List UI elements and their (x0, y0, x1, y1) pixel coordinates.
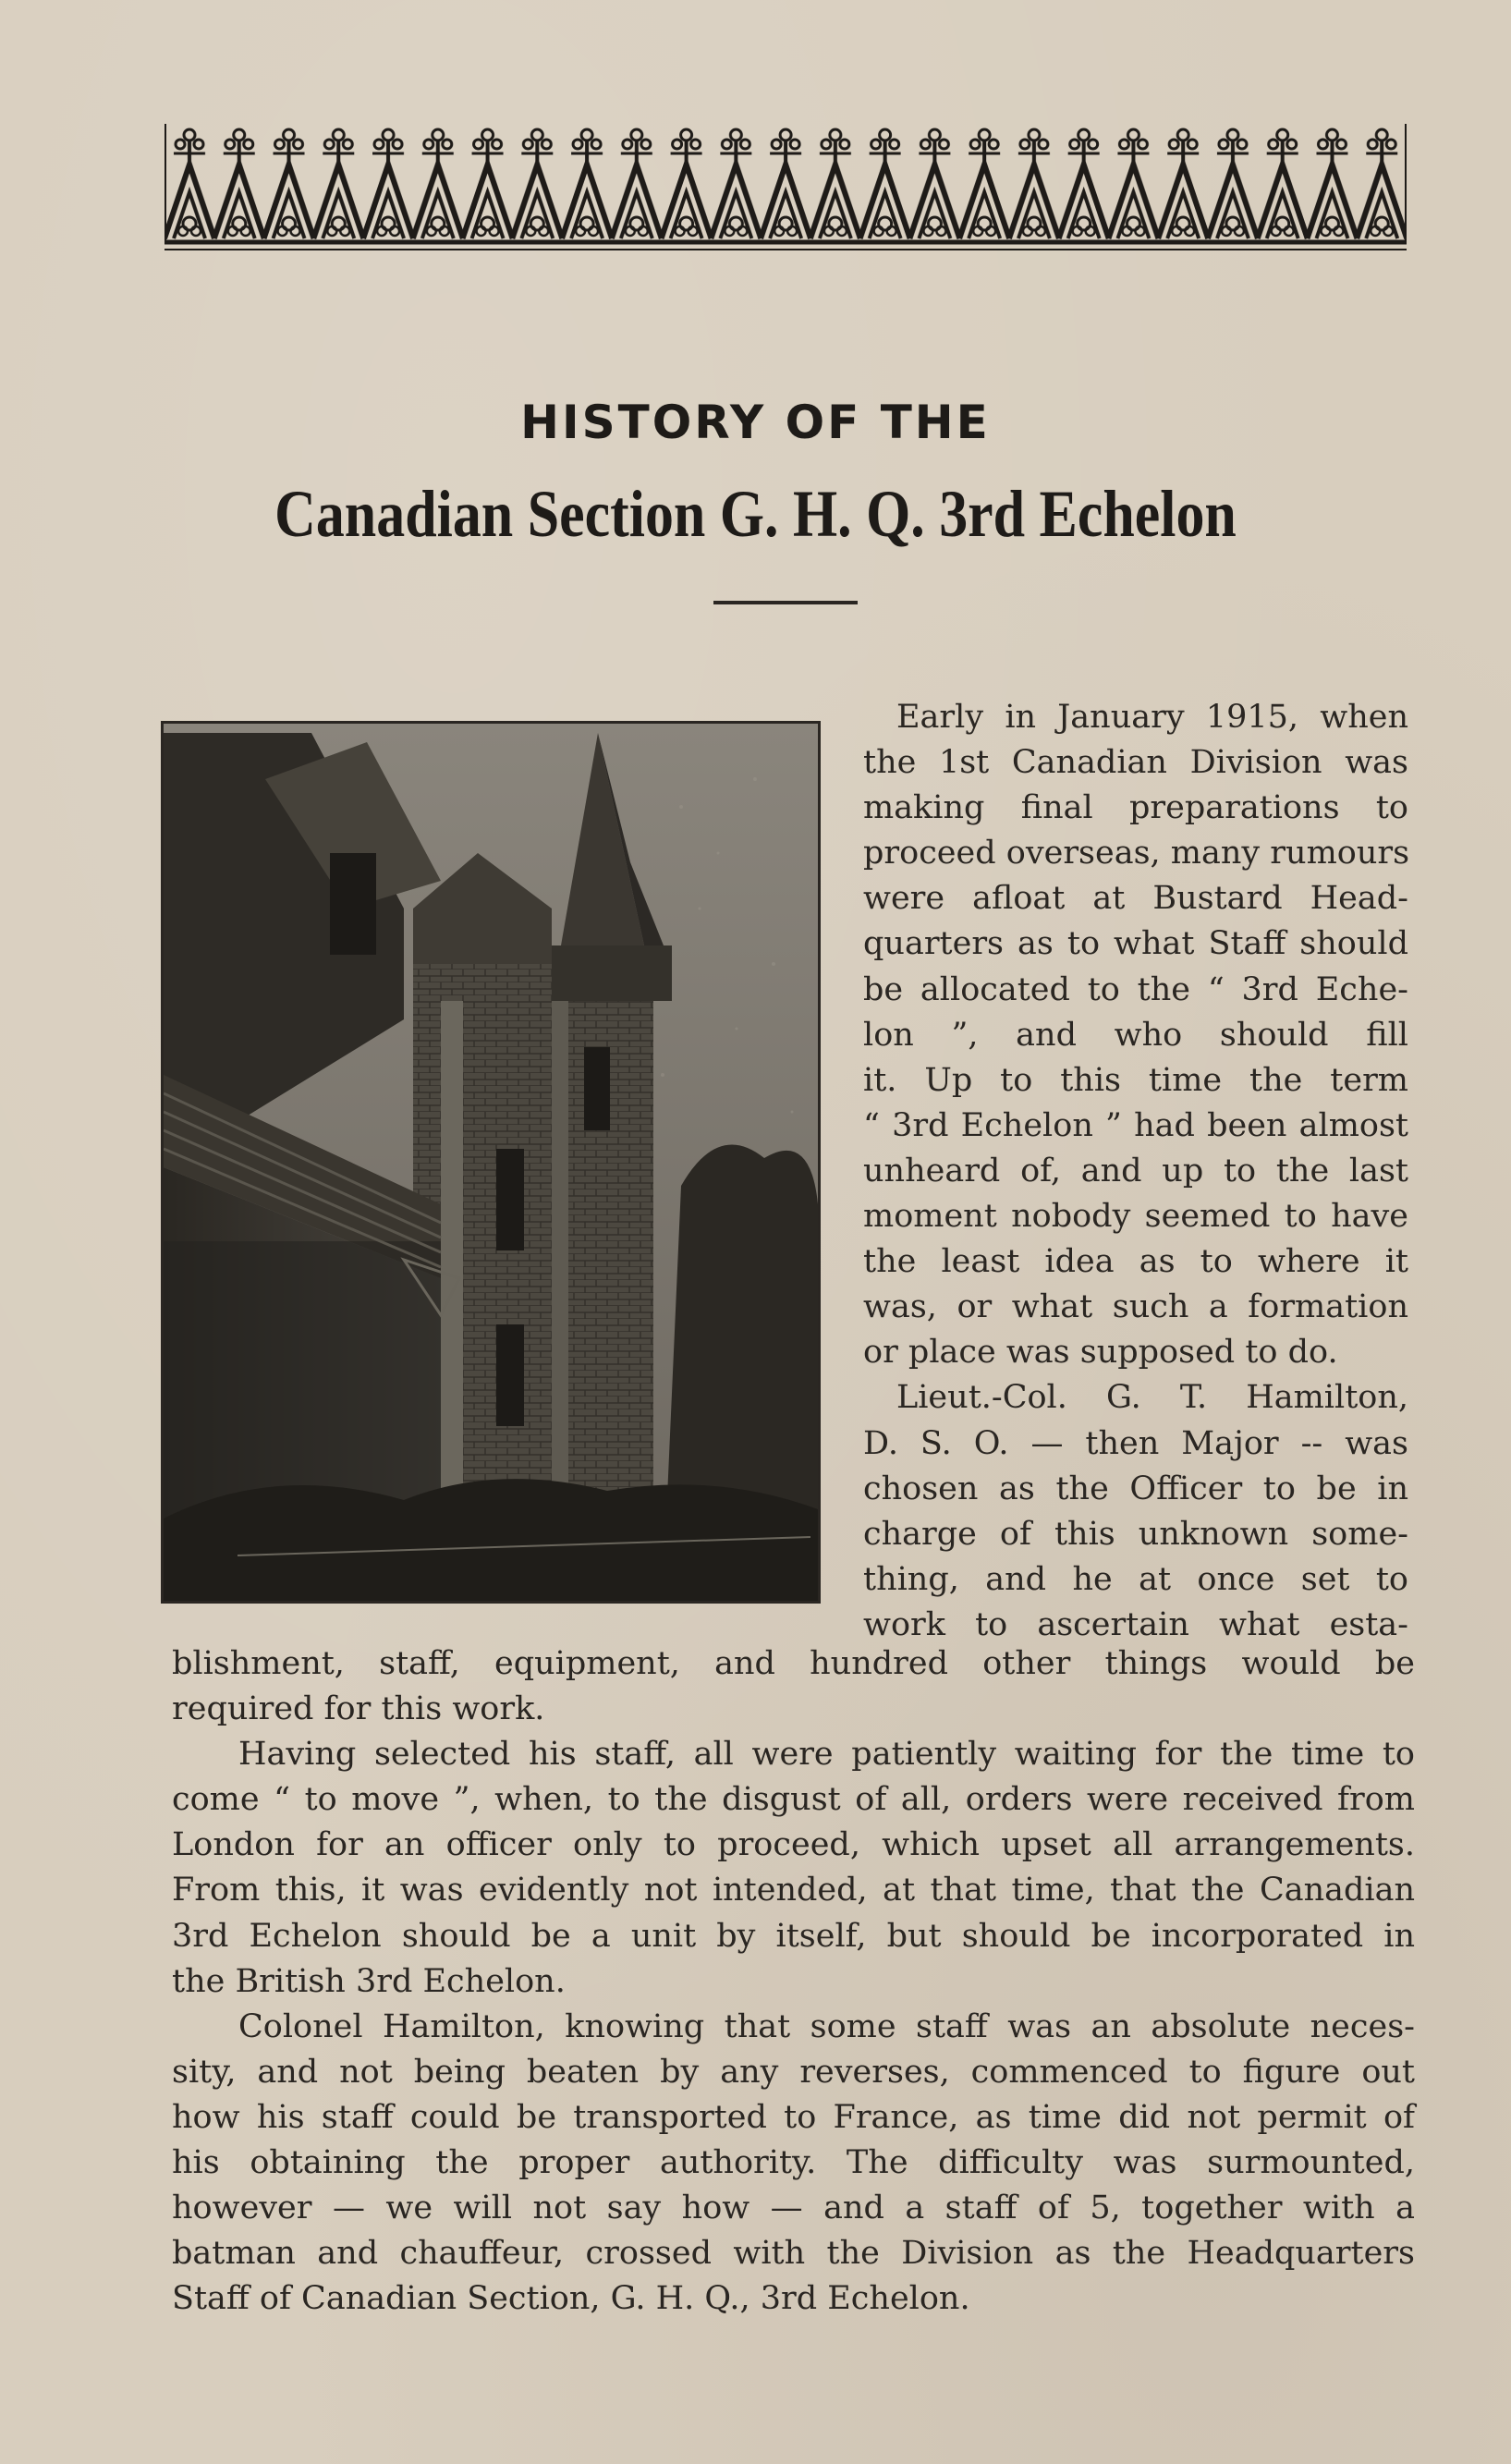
text-line: 3rd Echelon should be a unit by itself, but should be incorporated in (172, 1917, 1415, 1955)
text-line: it. Up to this time the term (863, 1061, 1408, 1099)
text-line: required for this work. (172, 1690, 545, 1728)
supertitle: HISTORY OF THE (520, 396, 991, 449)
text-line: the least idea as to where it (863, 1243, 1408, 1281)
text-line: Staff of Canadian Section, G. H. Q., 3rd Echelon. (172, 2280, 970, 2318)
text-line: thing, and he at once set to (863, 1560, 1408, 1598)
text-line: were afloat at Bustard Head- (863, 880, 1408, 918)
text-line: his obtaining the proper authority. The difficulty was surmounted, (172, 2144, 1415, 2182)
text-line: be allocated to the “ 3rd Eche- (863, 970, 1408, 1008)
text-line: Colonel Hamilton, knowing that some staff was an absolute neces- (238, 2007, 1415, 2045)
text-line: quarters as to what Staff should (863, 925, 1408, 963)
text-line: proceed overseas, many rumours (863, 835, 1410, 872)
page-title: Canadian Section G. H. Q. 3rd Echelon (274, 477, 1237, 551)
text-line: London for an officer only to proceed, which upset all arrangements. (172, 1826, 1415, 1864)
text-line: Early in January 1915, when (896, 699, 1408, 736)
article-body-text (172, 1641, 1415, 2322)
text-line: Lieut.-Col. G. T. Hamilton, (896, 1379, 1408, 1417)
text-line: From this, it was evidently not intended, at that time, that the Canadian (172, 1872, 1415, 1909)
text-line: batman and chauffeur, crossed with the Division as the Headquarters (172, 2235, 1415, 2273)
text-line: sity, and not being beaten by any reverses, commenced to figure out (172, 2053, 1415, 2091)
text-line: “ 3rd Echelon ” had been almost (863, 1106, 1408, 1144)
text-line: charge of this unknown some- (863, 1515, 1408, 1553)
building-photograph (161, 721, 821, 1604)
text-line: work to ascertain what esta- (863, 1605, 1408, 1643)
ornamental-header-band (165, 120, 1407, 259)
text-line: how his staff could be transported to France, as time did not permit of (172, 2098, 1415, 2136)
text-line: the British 3rd Echelon. (172, 1962, 566, 2000)
text-line: Having selected his staff, all were patiently waiting for the time to (238, 1736, 1415, 1774)
article-column-text (863, 695, 1408, 1648)
text-line: was, or what such a formation (863, 1288, 1408, 1326)
text-line: the 1st Canadian Division was (863, 744, 1408, 782)
text-line: come “ to move ”, when, to the disgust of all, orders were received from (172, 1781, 1415, 1819)
text-line: however — we will not say how — and a staff of 5, together with a (172, 2190, 1415, 2227)
text-line: or place was supposed to do. (863, 1334, 1338, 1372)
text-line: chosen as the Officer to be in (863, 1470, 1408, 1507)
text-line: unheard of, and up to the last (863, 1152, 1408, 1189)
text-line: lon ”, and who should fill (863, 1016, 1408, 1054)
text-line: moment nobody seemed to have (863, 1198, 1408, 1236)
text-line: blishment, staff, equipment, and hundred other things would be (172, 1645, 1415, 1682)
title-divider (713, 601, 858, 604)
text-line: making final preparations to (863, 789, 1408, 827)
text-line: D. S. O. — then Major -- was (863, 1424, 1408, 1462)
